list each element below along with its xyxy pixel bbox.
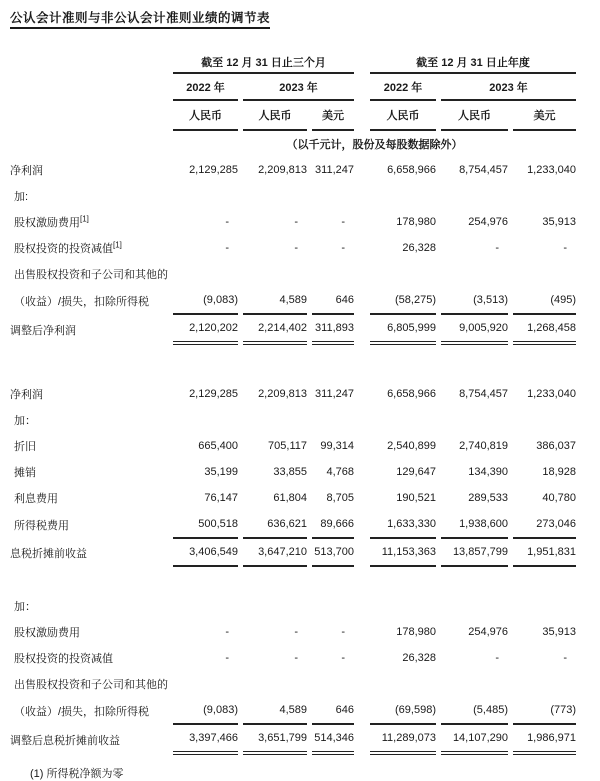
cell-value: 646 xyxy=(312,697,354,725)
cell-value: 3,406,549 xyxy=(173,539,238,567)
spacer-cell xyxy=(359,235,365,261)
row-label: 股权投资的投资减值 xyxy=(14,653,113,665)
section-gap xyxy=(10,567,576,593)
cell-value: 178,980 xyxy=(396,216,436,228)
empty-cell xyxy=(10,74,168,101)
cell-value: (9,083) xyxy=(173,287,238,315)
cell-value: - xyxy=(225,242,229,254)
spacer-cell xyxy=(359,697,365,725)
cell-value: 4,589 xyxy=(243,287,307,315)
cell-value: - xyxy=(341,242,345,254)
cell-value: 11,289,073 xyxy=(370,725,436,755)
currency-header: 人民币 xyxy=(370,101,436,131)
cell-value: 3,651,799 xyxy=(243,725,307,755)
currency-header: 人民币 xyxy=(243,101,307,131)
cell-value: - xyxy=(341,216,345,228)
cell-value: 311,893 xyxy=(312,315,354,345)
cell-value: - xyxy=(294,242,298,254)
cell-value: 3,647,210 xyxy=(243,539,307,567)
cell-value: 1,951,831 xyxy=(513,539,576,567)
spacer-cell xyxy=(359,74,365,101)
row-label-text: 股权投资的投资减值 xyxy=(14,243,113,255)
cell-value: (773) xyxy=(513,697,576,725)
cell-value: - xyxy=(495,652,499,664)
cell-value: 9,005,920 xyxy=(441,315,508,345)
row-label: 股权激励费用 xyxy=(14,627,80,639)
spacer-cell xyxy=(359,433,365,459)
cell-value: - xyxy=(495,242,499,254)
year-header: 2022 年 xyxy=(370,74,436,101)
spacer-cell xyxy=(359,209,365,235)
spacer-cell xyxy=(359,315,365,345)
row-label: 净利润 xyxy=(10,389,43,401)
empty-cell xyxy=(10,51,168,74)
spacer-cell xyxy=(359,287,365,315)
cell-value: 2,740,819 xyxy=(459,440,508,452)
period-group-header-quarter: 截至 12 月 31 日止三个月 xyxy=(173,51,354,74)
row-label: 利息费用 xyxy=(14,493,58,505)
cell-value: 254,976 xyxy=(468,626,508,638)
spacer-cell xyxy=(359,619,365,645)
row-label: 加: xyxy=(14,191,29,203)
cell-value: 289,533 xyxy=(468,492,508,504)
currency-header: 美元 xyxy=(312,101,354,131)
cell-value: 636,621 xyxy=(243,511,307,539)
empty-cell xyxy=(173,261,576,287)
reconciliation-table xyxy=(5,51,581,755)
row-label xyxy=(10,209,168,235)
spacer-cell xyxy=(359,539,365,567)
cell-value: 18,928 xyxy=(542,466,576,478)
cell-value: - xyxy=(225,626,229,638)
cell-value: 6,805,999 xyxy=(370,315,436,345)
row-label: 调整后净利润 xyxy=(10,325,76,337)
cell-value: - xyxy=(563,652,567,664)
cell-value: 705,117 xyxy=(268,440,307,452)
cell-value: 311,247 xyxy=(315,388,354,400)
currency-header: 美元 xyxy=(513,101,576,131)
cell-value: (495) xyxy=(513,287,576,315)
row-label: 净利润 xyxy=(10,165,43,177)
section-gap xyxy=(10,345,576,381)
footnote: (1) 所得税净额为零 xyxy=(30,768,124,780)
cell-value: - xyxy=(225,652,229,664)
cell-value: 2,129,285 xyxy=(189,388,238,400)
empty-cell xyxy=(173,671,576,697)
year-header: 2023 年 xyxy=(441,74,576,101)
cell-value: 61,804 xyxy=(273,492,307,504)
cell-value: 134,390 xyxy=(468,466,508,478)
spacer-cell xyxy=(359,725,365,755)
cell-value: 2,209,813 xyxy=(258,164,307,176)
cell-value: 665,400 xyxy=(198,440,238,452)
currency-header: 人民币 xyxy=(441,101,508,131)
cell-value: 1,986,971 xyxy=(513,725,576,755)
cell-value: 8,754,457 xyxy=(459,388,508,400)
spacer-cell xyxy=(359,459,365,485)
empty-cell xyxy=(10,131,168,157)
cell-value: - xyxy=(294,652,298,664)
cell-value: 254,976 xyxy=(468,216,508,228)
cell-value: 26,328 xyxy=(402,242,436,254)
cell-value: 4,589 xyxy=(243,697,307,725)
cell-value: 1,233,040 xyxy=(527,388,576,400)
cell-value: 178,980 xyxy=(396,626,436,638)
cell-value: 1,268,458 xyxy=(513,315,576,345)
empty-cell xyxy=(173,407,576,433)
cell-value: (9,083) xyxy=(173,697,238,725)
row-label: （收益）/损失，扣除所得税 xyxy=(14,706,150,718)
cell-value: 33,855 xyxy=(273,466,307,478)
cell-value: 11,153,363 xyxy=(370,539,436,567)
cell-value: 3,397,466 xyxy=(173,725,238,755)
cell-value: 4,768 xyxy=(326,466,354,478)
cell-value: 2,120,202 xyxy=(173,315,238,345)
spacer-cell xyxy=(359,51,365,74)
cell-value: 386,037 xyxy=(536,440,576,452)
currency-header: 人民币 xyxy=(173,101,238,131)
row-label: 折旧 xyxy=(14,441,36,453)
row-label: 所得税费用 xyxy=(14,520,69,532)
cell-value: - xyxy=(294,216,298,228)
row-label: 加： xyxy=(14,415,36,427)
cell-value: 1,233,040 xyxy=(527,164,576,176)
spacer-cell xyxy=(359,157,365,183)
cell-value: 40,780 xyxy=(542,492,576,504)
row-label: 出售股权投资和子公司和其他的 xyxy=(14,679,168,691)
cell-value: - xyxy=(225,216,229,228)
row-label: 出售股权投资和子公司和其他的 xyxy=(14,269,168,281)
row-label xyxy=(10,235,168,261)
cell-value: 6,658,966 xyxy=(387,388,436,400)
cell-value: 8,705 xyxy=(326,492,354,504)
cell-value: 1,633,330 xyxy=(370,511,436,539)
cell-value: 2,540,899 xyxy=(387,440,436,452)
cell-value: 8,754,457 xyxy=(459,164,508,176)
year-header: 2022 年 xyxy=(173,74,238,101)
spacer-cell xyxy=(359,511,365,539)
spacer-cell xyxy=(359,101,365,131)
cell-value: 2,209,813 xyxy=(258,388,307,400)
cell-value: 26,328 xyxy=(402,652,436,664)
unit-note: （以千元计，股份及每股数据除外） xyxy=(286,139,463,151)
cell-value: (69,598) xyxy=(370,697,436,725)
cell-value: (5,485) xyxy=(441,697,508,725)
cell-value: - xyxy=(341,652,345,664)
cell-value: 500,518 xyxy=(173,511,238,539)
empty-cell xyxy=(173,593,576,619)
cell-value: 513,700 xyxy=(312,539,354,567)
cell-value: 35,913 xyxy=(542,216,576,228)
cell-value: 646 xyxy=(312,287,354,315)
footnote-ref: [1] xyxy=(113,240,122,250)
cell-value: 273,046 xyxy=(513,511,576,539)
spacer-cell xyxy=(359,381,365,407)
cell-value: 35,199 xyxy=(204,466,238,478)
period-group-header-year: 截至 12 月 31 日止年度 xyxy=(370,51,576,74)
cell-value: 311,247 xyxy=(315,164,354,176)
row-label: （收益）/损失，扣除所得税 xyxy=(14,296,150,308)
row-label: 调整后息税折摊前收益 xyxy=(10,735,120,747)
empty-cell xyxy=(173,183,576,209)
cell-value: 514,346 xyxy=(312,725,354,755)
cell-value: (3,513) xyxy=(441,287,508,315)
row-label: 息税折摊前收益 xyxy=(10,548,87,560)
cell-value: 190,521 xyxy=(396,492,436,504)
row-label: 摊销 xyxy=(14,467,36,479)
spacer-cell xyxy=(359,485,365,511)
cell-value: 14,107,290 xyxy=(441,725,508,755)
cell-value: 13,857,799 xyxy=(441,539,508,567)
cell-value: 2,214,402 xyxy=(243,315,307,345)
cell-value: (58,275) xyxy=(370,287,436,315)
row-label-text: 股权激励费用 xyxy=(14,217,80,229)
year-header: 2023 年 xyxy=(243,74,354,101)
cell-value: 129,647 xyxy=(396,466,436,478)
cell-value: - xyxy=(294,626,298,638)
cell-value: - xyxy=(563,242,567,254)
cell-value: 76,147 xyxy=(204,492,238,504)
cell-value: - xyxy=(341,626,345,638)
cell-value: 6,658,966 xyxy=(387,164,436,176)
footnote-ref: [1] xyxy=(80,214,89,224)
cell-value: 99,314 xyxy=(320,440,354,452)
cell-value: 2,129,285 xyxy=(189,164,238,176)
spacer-cell xyxy=(359,645,365,671)
report-title: 公认会计准则与非公认会计准则业绩的调节表 xyxy=(10,8,270,29)
row-label: 加： xyxy=(14,601,36,613)
cell-value: 1,938,600 xyxy=(441,511,508,539)
cell-value: 89,666 xyxy=(312,511,354,539)
empty-cell xyxy=(10,101,168,131)
cell-value: 35,913 xyxy=(542,626,576,638)
